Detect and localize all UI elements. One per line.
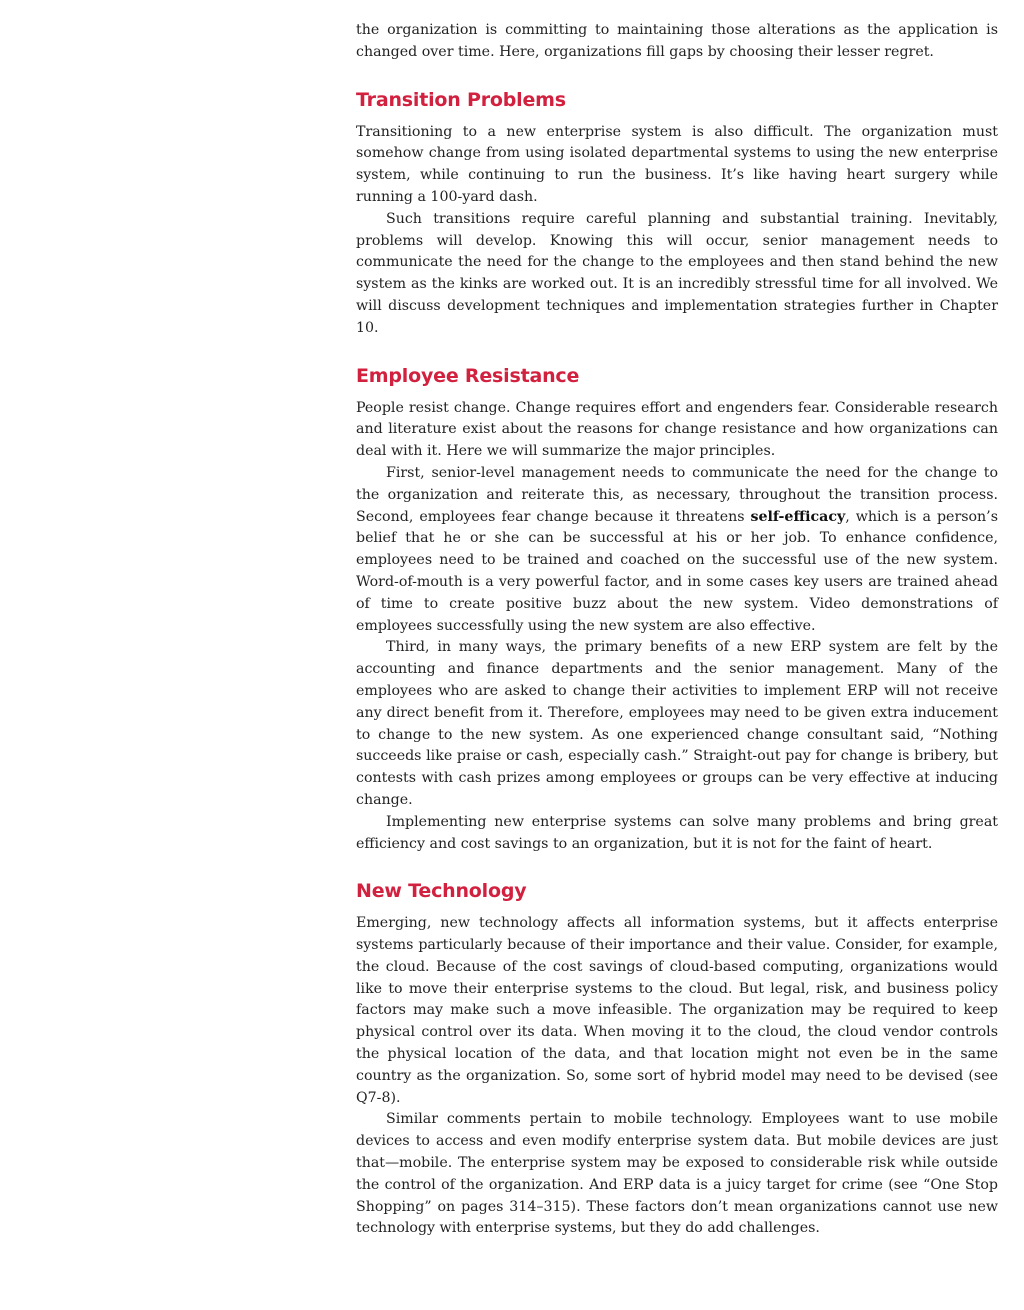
- transition-paragraph-2: Such transitions require careful planning and substantial training. Inevitably, problems will develop. Knowing this will occur, senior management needs to communicate the need for the change to the employees and then stand behind the new system as the kinks are worked out. It is an incredibly stressful time for all involved. We will discuss development techniques and implementation strategies further in Chapter 10.: [356, 210, 998, 336]
- document-page: [356, 0, 998, 1240]
- key-term-self-efficacy: self-efficacy: [750, 508, 846, 525]
- section-heading-transition-problems: Transition Problems: [356, 88, 566, 111]
- section-transition-problems: [356, 88, 998, 340]
- resistance-paragraph-2-text-after: , which is a person’s belief that he or she can be successful at his or her job. To enhance confidence, employees need to be trained and coached on the successful use of the new system. Word-of-mouth is a very powerful factor, and in some cases key users are trained ahead of time to create positive buzz about the new system. Video demonstrations of employees successfully using the new system are also effective.: [356, 508, 998, 634]
- resistance-paragraph-2-text-before: First, senior-level management needs to communicate the need for the change to the organization and reiterate this, as necessary, throughout the transition process. Second, employees fear change because it threatens: [356, 464, 998, 525]
- intro-paragraph: the organization is committing to maintaining those alterations as the application is changed over time. Here, organizations fill gaps by choosing their lesser regret.: [356, 22, 998, 60]
- section-heading-employee-resistance: Employee Resistance: [356, 364, 580, 387]
- technology-paragraph-2: Similar comments pertain to mobile technology. Employees want to use mobile devices to access and even modify enterprise system data. But mobile devices are just that—mobile. The enterprise system may be exposed to considerable risk while outside the control of the organization. And ERP data is a juicy target for crime (see “One Stop Shopping” on pages 314–315). These factors don’t mean organizations cannot use new technology with enterprise systems, but they do add challenges.: [356, 1111, 998, 1237]
- resistance-paragraph-3: Third, in many ways, the primary benefits of a new ERP system are felt by the accounting and finance departments and the senior management. Many of the employees who are asked to change their activities to implement ERP will not receive any direct benefit from it. Therefore, employees may need to be given extra inducement to change to the new system. As one experienced change consultant said, “Nothing succeeds like praise or cash, especially cash.” Straight-out pay for change is bribery, but contests with cash prizes among employees or groups can be very effective at inducing change.: [356, 639, 998, 808]
- section-heading-new-technology: New Technology: [356, 880, 527, 903]
- resistance-paragraph-2: [356, 463, 998, 637]
- section-employee-resistance: [356, 364, 998, 856]
- section-new-technology: [356, 879, 998, 1240]
- resistance-paragraph-1: People resist change. Change requires effort and engenders fear. Considerable research and literature exist about the reasons for change resistance and how organizations can deal with it. Here we will summarize the major principles.: [356, 399, 998, 460]
- transition-paragraph-1: Transitioning to a new enterprise system is also difficult. The organization must somehow change from using isolated departmental systems to using the new enterprise system, while continuing to run the business. It’s like having heart surgery while running a 100-yard dash.: [356, 123, 998, 205]
- resistance-paragraph-4: Implementing new enterprise systems can solve many problems and bring great efficiency and cost savings to an organization, but it is not for the faint of heart.: [356, 813, 998, 852]
- technology-paragraph-1: Emerging, new technology affects all information systems, but it affects enterprise systems particularly because of their importance and their value. Consider, for example, the cloud. Because of the cost savings of cloud-based computing, organizations would like to move their enterprise systems to the cloud. But legal, risk, and business policy factors may make such a move infeasible. The organization may be required to keep physical control over its data. When moving it to the cloud, the cloud vendor controls the physical location of the data, and that location might not even be in the same country as the organization. So, some sort of hybrid model may need to be devised (see Q7-8).: [356, 915, 998, 1106]
